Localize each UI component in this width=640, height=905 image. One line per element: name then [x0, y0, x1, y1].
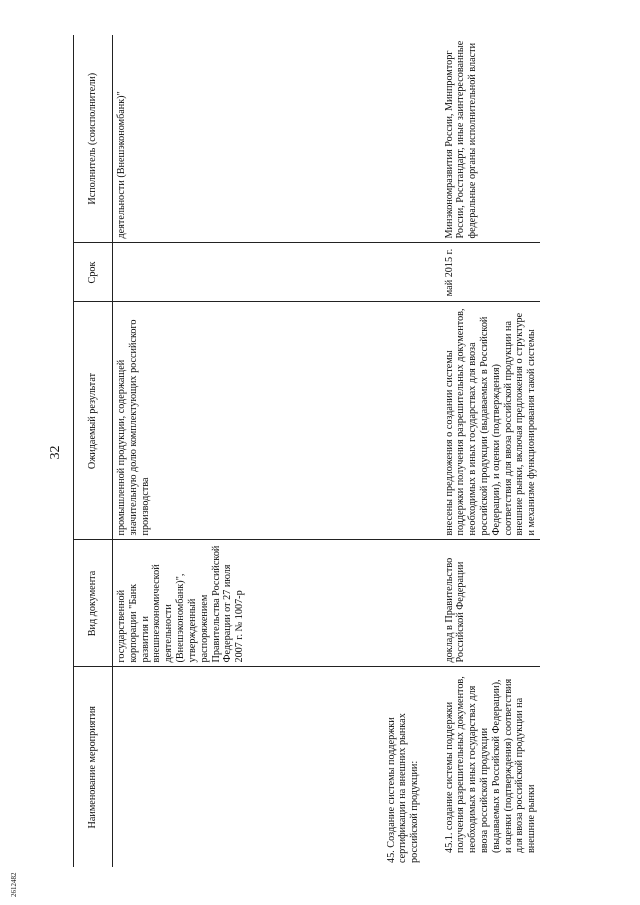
table-header-row	[74, 35, 113, 867]
header-document-type: Вид документа	[74, 540, 113, 667]
cell-expected-result: промышленной продукции, содержащей значительную долю комплектующих российского производства	[113, 302, 383, 540]
header-deadline: Срок	[74, 243, 113, 302]
table-row	[441, 35, 541, 867]
cell-expected-result	[383, 302, 441, 540]
cell-activity-name	[113, 667, 383, 867]
header-activity-name: Наименование мероприятия	[74, 667, 113, 867]
cell-document-type: доклад в Правительство Российской Федерации	[441, 540, 541, 667]
document-code: 2612482	[10, 872, 18, 897]
table-row	[113, 35, 383, 867]
page-number: 32	[48, 445, 63, 460]
cell-deadline	[113, 243, 383, 302]
cell-document-type: государственной корпорации "Банк развития и внешнеэкономической деятельности (Внешэкономбанк)", утвержденный распоряжением Правительства Российской Федерации от 27 июля 2007 г. № 1007-р	[113, 540, 383, 667]
cell-executor: деятельности (Внешэкономбанк)"	[113, 35, 383, 243]
cell-activity-name: 45.1. создание системы поддержки получения разрешительных документов, необходимых в иных государствах для ввоза российской продукции (выдаваемых в Российской Федерации), и оценки (подтверждения) соответствия для ввоза российской продукции на внешние рынки	[443, 676, 538, 853]
cell-document-type	[383, 540, 441, 667]
cell-activity-name: 45. Создание системы поддержки сертификации на внешних рынках российской продукции:	[385, 713, 421, 863]
cell-expected-result: внесены предложения о создании системы поддержки получения разрешительных документов, необходимых в иных государствах для ввоза российской продукции (выдаваемых в Российской Федерации), и оценки (подтверждения) соответствия для ввоза российской продукции на внешние рынки, включая предложения о структуре и механизме функционирования такой системы	[441, 302, 541, 540]
cell-deadline	[383, 243, 441, 302]
header-executor: Исполнитель (соисполнители)	[74, 35, 113, 243]
cell-deadline: май 2015 г.	[441, 243, 541, 302]
cell-executor	[383, 35, 441, 243]
cell-executor: Минэкономразвития России, Минпромторг России, Росстандарт, иные заинтересованные федеральные органы исполнительной власти	[441, 35, 541, 243]
table-row	[383, 35, 441, 867]
header-expected-result: Ожидаемый результат	[74, 302, 113, 540]
action-plan-table	[73, 35, 540, 867]
